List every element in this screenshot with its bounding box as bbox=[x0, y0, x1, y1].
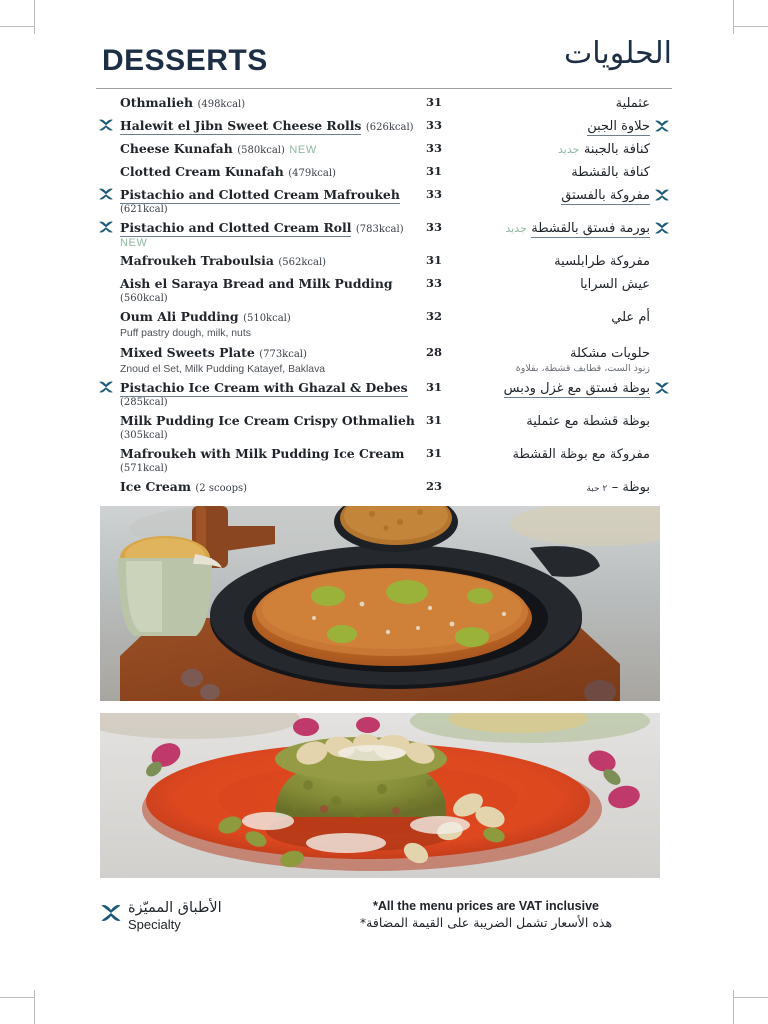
specialty-legend bbox=[100, 900, 222, 932]
menu-item-arabic bbox=[460, 140, 672, 158]
menu-item-name-arabic: بوظة – bbox=[611, 480, 650, 496]
specialty-star-icon bbox=[98, 118, 114, 132]
menu-item-name-english: Pistachio and Clotted Cream Roll bbox=[120, 220, 352, 235]
menu-item-arabic bbox=[460, 308, 672, 326]
menu-item-arabic bbox=[460, 219, 672, 237]
crop-mark-top-left-horizontal bbox=[0, 26, 34, 27]
new-badge-arabic: جديد bbox=[557, 143, 580, 156]
menu-item-price: 31 bbox=[426, 95, 443, 109]
crop-mark-bottom-right-vertical bbox=[733, 990, 734, 1024]
menu-item-row bbox=[96, 478, 672, 498]
menu-item-row bbox=[96, 94, 672, 114]
menu-item-name-english: Pistachio Ice Cream with Ghazal & Debes bbox=[120, 380, 408, 396]
menu-item-calories-english: (285kcal) bbox=[120, 397, 168, 409]
menu-item-name-english: Mafroukeh Traboulsia bbox=[120, 253, 274, 268]
menu-item-price: 33 bbox=[426, 276, 443, 290]
menu-item-row bbox=[96, 344, 672, 377]
crop-mark-bottom-left-horizontal bbox=[0, 997, 34, 998]
menu-item-price: 33 bbox=[426, 187, 443, 201]
page-title-english: DESSERTS bbox=[102, 44, 268, 77]
menu-item-name-arabic: بوظة فستق مع غزل ودبس bbox=[503, 381, 650, 397]
menu-item-price: 31 bbox=[426, 446, 443, 461]
menu-header bbox=[96, 36, 672, 86]
menu-item-row bbox=[96, 308, 672, 341]
menu-item-english bbox=[96, 275, 426, 305]
menu-item-description-english: Znoud el Set, Milk Pudding Katayef, Baklava bbox=[120, 363, 326, 375]
menu-item-row bbox=[96, 117, 672, 137]
menu-item-name-arabic: عيش السرايا bbox=[580, 277, 650, 292]
menu-item-name-arabic: مفروكة بالفستق bbox=[561, 188, 650, 203]
specialty-star-icon bbox=[98, 380, 114, 394]
crop-mark-top-right-horizontal bbox=[734, 26, 768, 27]
specialty-label-english: Specialty bbox=[128, 916, 181, 932]
menu-item-price: 23 bbox=[426, 479, 443, 494]
menu-item-calories-english: (560kcal) bbox=[120, 293, 168, 304]
specialty-label-arabic: الأطباق المميّزة bbox=[128, 900, 222, 917]
menu-item-name-english: Cheese Kunafah bbox=[120, 141, 233, 156]
menu-item-name-english: Pistachio and Clotted Cream Mafroukeh bbox=[120, 187, 400, 202]
menu-item-english bbox=[96, 478, 426, 496]
menu-item-row bbox=[96, 412, 672, 442]
menu-item-name-english: Mafroukeh with Milk Pudding Ice Cream bbox=[120, 446, 405, 462]
menu-item-calories-english: (621kcal) bbox=[120, 204, 168, 215]
crop-mark-bottom-right-horizontal bbox=[734, 997, 768, 998]
menu-item-calories-english: (783kcal) bbox=[355, 224, 404, 235]
menu-item-english bbox=[96, 379, 426, 409]
menu-item-name-english: Mixed Sweets Plate bbox=[120, 344, 255, 360]
menu-item-arabic bbox=[460, 344, 672, 376]
menu-item-arabic bbox=[460, 252, 672, 270]
menu-content bbox=[96, 36, 672, 946]
menu-item-english bbox=[96, 117, 426, 135]
vat-notice-english: *All the menu prices are VAT inclusive bbox=[372, 899, 599, 914]
new-badge-english: NEW bbox=[120, 237, 148, 249]
dish-photo-kunafah bbox=[100, 506, 660, 701]
menu-item-name-english: Halewit el Jibn Sweet Cheese Rolls bbox=[120, 118, 362, 133]
crop-mark-bottom-left-vertical bbox=[34, 990, 35, 1024]
menu-item-calories-english: (626kcal) bbox=[365, 122, 414, 133]
menu-item-name-arabic: بوظة قشطة مع عثملية bbox=[526, 414, 650, 430]
menu-item-arabic bbox=[460, 117, 672, 135]
menu-item-name-arabic: حلويات مشكلة bbox=[569, 345, 650, 361]
menu-item-price: 32 bbox=[426, 309, 443, 323]
dish-photo-mafroukeh bbox=[100, 713, 660, 878]
crop-mark-top-right-vertical bbox=[733, 0, 734, 34]
menu-item-name-arabic: حلاوة الجبن bbox=[587, 119, 650, 134]
new-badge-english: NEW bbox=[289, 144, 317, 156]
menu-item-row bbox=[96, 219, 672, 249]
menu-item-name-english: Ice Cream bbox=[120, 479, 191, 495]
menu-item-name-english: Othmalieh bbox=[120, 95, 193, 110]
menu-item-price: 31 bbox=[426, 380, 443, 395]
crop-mark-top-left-vertical bbox=[34, 0, 35, 34]
menu-item-calories-english: (562kcal) bbox=[278, 257, 327, 268]
menu-item-name-arabic: مفروكة مع بوظة القشطة bbox=[512, 447, 650, 463]
specialty-star-icon bbox=[654, 381, 670, 395]
menu-item-price: 33 bbox=[426, 141, 443, 155]
menu-item-row bbox=[96, 186, 672, 216]
menu-item-name-arabic: كنافة بالقشطة bbox=[571, 165, 650, 180]
menu-item-arabic bbox=[460, 163, 672, 181]
menu-item-row bbox=[96, 163, 672, 183]
menu-item-description-arabic: زنود الست، قطايف قشطة، بقلاوة bbox=[515, 362, 650, 374]
menu-item-name-english: Aish el Saraya Bread and Milk Pudding bbox=[120, 276, 393, 291]
menu-item-english bbox=[96, 308, 426, 341]
menu-item-english bbox=[96, 140, 426, 158]
menu-item-price: 31 bbox=[426, 164, 443, 178]
menu-item-list bbox=[96, 94, 672, 498]
menu-item-calories-english: (498kcal) bbox=[197, 99, 246, 110]
menu-item-calories-english: (479kcal) bbox=[288, 168, 336, 179]
menu-item-english bbox=[96, 252, 426, 270]
menu-item-name-english: Milk Pudding Ice Cream Crispy Othmalieh bbox=[120, 413, 415, 429]
menu-item-arabic bbox=[460, 412, 672, 430]
menu-footer bbox=[96, 894, 672, 946]
menu-item-calories-english: (580kcal) bbox=[237, 145, 285, 156]
specialty-star-icon bbox=[654, 221, 670, 235]
menu-item-arabic bbox=[460, 186, 672, 204]
menu-item-row bbox=[96, 379, 672, 409]
new-badge-arabic: جديد bbox=[505, 222, 527, 235]
menu-item-english bbox=[96, 412, 426, 442]
menu-item-row bbox=[96, 252, 672, 272]
menu-item-english bbox=[96, 186, 426, 216]
page-title-arabic: الحلويات bbox=[563, 36, 672, 71]
specialty-star-icon bbox=[654, 119, 670, 133]
menu-item-arabic bbox=[460, 275, 672, 293]
menu-item-calories-english: (305kcal) bbox=[120, 430, 168, 442]
menu-item-calories-english: (2 scoops) bbox=[195, 483, 248, 495]
menu-item-price: 31 bbox=[426, 413, 443, 428]
menu-item-english bbox=[96, 344, 426, 377]
menu-item-calories-english: (773kcal) bbox=[259, 348, 307, 360]
menu-item-row bbox=[96, 140, 672, 160]
specialty-star-icon bbox=[654, 188, 670, 202]
menu-item-english bbox=[96, 445, 426, 475]
menu-item-row bbox=[96, 275, 672, 305]
vat-notice bbox=[306, 898, 666, 932]
menu-item-price: 31 bbox=[426, 253, 443, 267]
menu-item-arabic bbox=[460, 445, 672, 463]
menu-item-arabic bbox=[460, 94, 672, 112]
menu-item-calories-english: (571kcal) bbox=[120, 463, 168, 475]
menu-item-english bbox=[96, 163, 426, 181]
menu-item-name-english: Oum Ali Pudding bbox=[120, 309, 239, 324]
vat-notice-arabic: هذه الأسعار تشمل الضريبة على القيمة المضافة* bbox=[359, 914, 613, 930]
menu-item-arabic bbox=[460, 478, 672, 496]
menu-item-english bbox=[96, 94, 426, 112]
menu-item-name-arabic: بورمة فستق بالقشطة bbox=[531, 221, 650, 236]
menu-item-name-arabic: مفروكة طرابلسية bbox=[554, 254, 650, 269]
menu-item-subnote-arabic: ٢ حبة bbox=[586, 484, 608, 495]
header-divider bbox=[96, 88, 672, 89]
menu-item-description-english: Puff pastry dough, milk, nuts bbox=[120, 328, 251, 339]
menu-item-name-arabic: كنافة بالجبنة bbox=[583, 142, 650, 157]
menu-item-price: 33 bbox=[426, 118, 443, 132]
menu-item-arabic bbox=[460, 379, 672, 397]
menu-item-price: 33 bbox=[426, 220, 443, 234]
menu-item-row bbox=[96, 445, 672, 475]
menu-item-calories-english: (510kcal) bbox=[243, 313, 291, 324]
specialty-star-icon bbox=[98, 220, 114, 234]
menu-item-english bbox=[96, 219, 426, 249]
menu-item-price: 28 bbox=[426, 344, 443, 359]
specialty-star-icon bbox=[100, 903, 122, 923]
specialty-star-icon bbox=[98, 187, 114, 201]
menu-item-name-english: Clotted Cream Kunafah bbox=[120, 164, 284, 179]
menu-item-name-arabic: عثملية bbox=[615, 96, 650, 111]
menu-item-name-arabic: أم علي bbox=[611, 310, 650, 325]
